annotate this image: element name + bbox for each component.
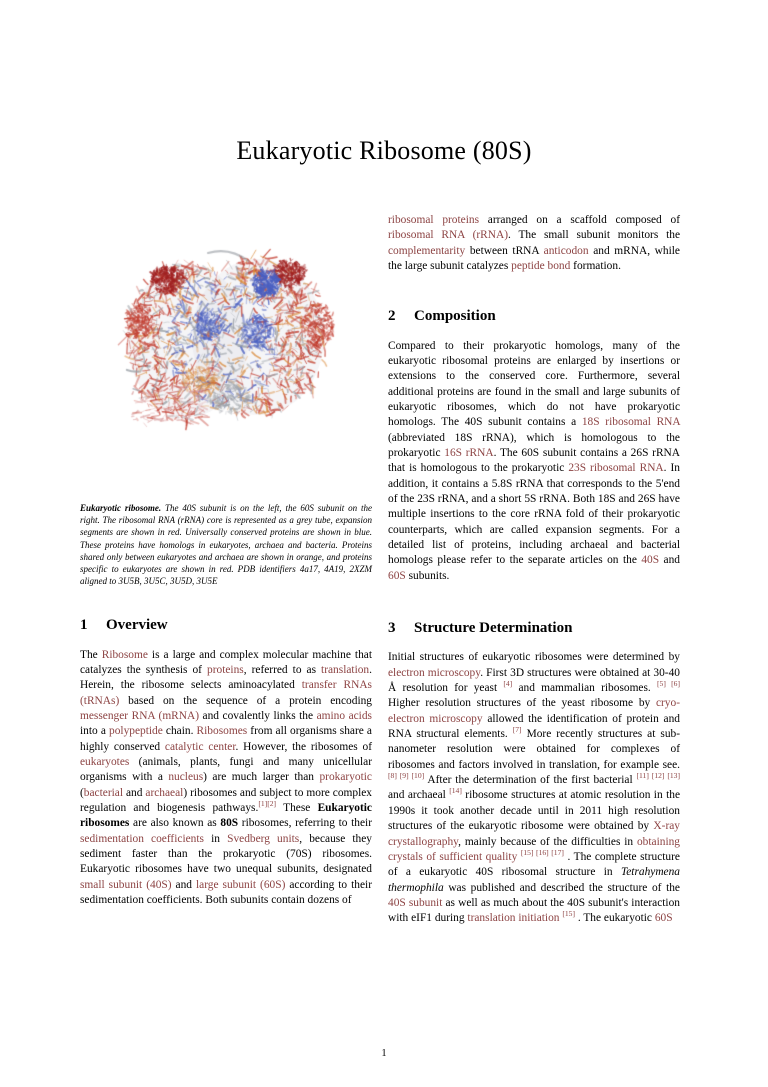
text-run: based on the sequence of a protein encoding	[119, 694, 372, 707]
inline-link[interactable]: 16S rRNA	[444, 447, 494, 460]
emphasis-bold: Eukaryotic ribosomes	[80, 802, 372, 830]
text-run: . In addition, it contains a 5.8S rRNA that corresponds to the 5'end of the 23S rRNA, and a short 5S rRNA. Both 18S and 26S have multiple insertions to the core rRNA fold of their prokaryotic counterparts, which are called expansion segments. For a detailed list of proteins, including archaeal and bacterial homologs please refer to the separate articles on the	[388, 462, 680, 567]
inline-link[interactable]: ribosomal RNA (rRNA)	[388, 229, 509, 242]
citation-reference[interactable]: [15] [16] [17]	[520, 848, 564, 858]
inline-link[interactable]: peptide bond	[511, 260, 571, 273]
inline-link[interactable]: 40S subunit	[388, 896, 443, 909]
inline-link[interactable]: nucleus	[168, 771, 204, 784]
figure-block	[80, 213, 372, 587]
inline-link[interactable]: catalytic center	[164, 740, 236, 753]
text-run: into a	[80, 725, 110, 738]
text-run: Initial structures of eukaryotic ribosomes were determined by	[388, 651, 680, 664]
inline-link[interactable]: 23S ribosomal RNA	[568, 462, 664, 475]
inline-link[interactable]: obtaining crystals of sufficient quality	[388, 835, 680, 863]
section-number-overview: 1	[80, 617, 88, 634]
inline-link[interactable]: X-ray crystallography	[388, 820, 680, 848]
inline-link[interactable]: anticodon	[543, 244, 589, 257]
text-run: Compared to their prokaryotic homologs, many of the eukaryotic ribosomal proteins are enlarged by insertions or extensions to the conserved core. Furthermore, several additional proteins are found in the small and large subunits of eukaryotic ribosomes, which do not have prokaryotic homologs. The 40S subunit contains a	[388, 339, 680, 429]
figure-caption	[80, 502, 372, 587]
text-run: is a large and complex molecular machine that catalyzes the synthesis of	[80, 648, 372, 677]
text-run: . First 3D structures were obtained at 30-40 Å resolution for yeast	[388, 666, 680, 695]
text-run: (	[80, 786, 84, 799]
text-run: and	[659, 554, 681, 567]
text-run: and	[123, 786, 146, 799]
inline-link[interactable]: transfer RNAs (tRNAs)	[80, 679, 372, 707]
section-heading-composition	[388, 308, 680, 325]
emphasis-italic: Tetrahymena thermophila	[388, 866, 680, 894]
section-title-structure: Structure Determination	[414, 620, 573, 637]
inline-link[interactable]: 40S	[641, 554, 660, 567]
citation-reference[interactable]: [15]	[562, 909, 575, 919]
figure-caption-lead: Eukaryotic ribosome.	[80, 503, 162, 513]
page-title: Eukaryotic Ribosome (80S)	[236, 136, 532, 166]
inline-link[interactable]: small subunit (40S)	[80, 878, 172, 891]
text-run: chain.	[162, 725, 197, 738]
right-column	[388, 213, 680, 937]
inline-link[interactable]: Svedberg units	[227, 832, 300, 845]
inline-link[interactable]: translation initiation	[467, 912, 560, 925]
text-run: from all organisms share a highly conserved	[80, 725, 372, 753]
text-run: After the determination of the first bacterial	[424, 774, 637, 787]
paragraph-composition	[388, 339, 680, 585]
inline-link[interactable]: bacterial	[83, 786, 124, 799]
inline-link[interactable]: ribosomal proteins	[388, 214, 480, 226]
text-run: between tRNA	[465, 244, 544, 257]
inline-link[interactable]: amino acids	[316, 710, 372, 723]
text-run: . The complete structure of a eukaryotic 40S ribosomal structure in	[388, 850, 680, 879]
section-number-structure: 3	[388, 620, 396, 637]
text-run: , because they sediment faster than the prokaryotic (70S) ribosomes. Eukaryotic ribosomes have two unequal subunits, designated	[80, 832, 372, 876]
text-run: in	[203, 832, 228, 845]
text-run: The	[80, 648, 102, 661]
inline-link[interactable]: electron microscopy	[388, 666, 481, 679]
section-title-composition: Composition	[414, 308, 496, 325]
text-run: and archaeal	[388, 789, 450, 802]
citation-reference[interactable]: [1][2]	[258, 799, 277, 809]
inline-link[interactable]: proteins	[207, 664, 244, 677]
text-run: More recently structures at sub-nanometer resolution were obtained for complexes of ribosomes and factors involved in translation, for example see.	[388, 728, 680, 771]
left-column	[80, 213, 372, 919]
text-run: . However, the ribosomes of	[235, 740, 372, 753]
citation-reference[interactable]: [5] [6]	[657, 679, 680, 689]
text-run: was published and described the structure of the	[443, 881, 680, 894]
section-title-overview: Overview	[106, 617, 168, 634]
text-run: formation.	[570, 260, 621, 273]
text-run: arranged on a scaffold composed of	[479, 214, 680, 226]
text-run: subunits.	[405, 569, 450, 582]
text-run: and mRNA, while the large subunit catalyzes	[388, 244, 680, 273]
text-run: are also known as	[129, 817, 221, 830]
inline-link[interactable]: 18S ribosomal RNA	[581, 416, 680, 429]
ribosome-figure-image	[80, 213, 372, 498]
text-run: . The 60S subunit contains a 26S rRNA that is homologous to the prokaryotic	[388, 447, 680, 475]
text-run: and	[171, 878, 196, 891]
figure-caption-body: The 40S subunit is on the left, the 60S subunit on the right. The ribosomal RNA (rRNA) core is represented as a grey tube, expansion segments are shown in red. Universally conserved proteins are shown in blue. These proteins have homologs in eukaryotes, archaea and bacteria. Proteins shared only between eukaryotes and archaea are shown in orange, and proteins specific to eukaryotes are shown in red. PDB identifiers 4a17, 4A19, 2XZM aligned to 3U5B, 3U5C, 3U5D, 3U5E	[80, 503, 372, 587]
citation-reference[interactable]: [11] [12] [13]	[636, 771, 680, 781]
citation-reference[interactable]: [4]	[503, 679, 513, 689]
text-run: , referred to as	[243, 664, 322, 677]
inline-link[interactable]: Ribosome	[101, 648, 148, 661]
inline-link[interactable]: archaeal	[145, 786, 184, 799]
text-run: . Herein, the ribosome selects aminoacylated	[80, 664, 372, 692]
inline-link[interactable]: Ribosomes	[196, 725, 248, 738]
citation-reference[interactable]: [8] [9] [10]	[388, 771, 425, 781]
ribosome-structure-render	[80, 213, 372, 498]
paragraph-structure-determination	[388, 650, 680, 926]
text-run: (animals, plants, fungi and many unicellular organisms with a	[80, 756, 372, 784]
section-number-composition: 2	[388, 308, 396, 325]
text-run: (abbreviated 18S rRNA), which is homologous to the prokaryotic	[388, 431, 680, 460]
page-number: 1	[381, 1048, 387, 1059]
inline-link[interactable]: sedimentation coefficients	[80, 832, 204, 845]
text-run: and covalently links the	[199, 710, 317, 723]
inline-link[interactable]: complementarity	[388, 244, 466, 257]
inline-link[interactable]: polypeptide	[109, 725, 163, 738]
text-run: allowed the identification of protein and RNA structural elements.	[388, 712, 680, 741]
inline-link[interactable]: translation	[321, 664, 370, 677]
text-run: Higher resolution structures of the yeast ribosome by	[388, 697, 656, 710]
text-run: ) ribosomes and subject to more complex regulation and biogenesis pathways.	[80, 786, 372, 815]
section-heading-overview	[80, 617, 372, 634]
paragraph-overview	[80, 648, 372, 909]
citation-reference[interactable]: [14]	[449, 786, 462, 796]
text-run: , mainly because of the difficulties in	[458, 835, 637, 848]
citation-reference[interactable]: [7]	[512, 725, 522, 735]
emphasis-bold: 80S	[220, 817, 239, 830]
section-heading-structure	[388, 620, 680, 637]
text-run: according to their sedimentation coefficients. Both subunits contain dozens of	[80, 878, 372, 907]
inline-link[interactable]: 60S	[388, 569, 406, 582]
inline-link[interactable]: eukaryotes	[80, 756, 130, 769]
inline-link[interactable]: prokaryotic	[319, 771, 372, 784]
text-run: as well as much about the 40S subunit's interaction with eIF1 during	[388, 896, 680, 925]
inline-link[interactable]: cryo-electron microscopy	[388, 697, 680, 725]
text-run: ) are much larger than	[203, 771, 320, 784]
text-run: These	[276, 802, 318, 815]
text-run: ribosome structures at atomic resolution in the 1990s it took another decade until in 2011 high resolution structures of the eukaryotic ribosome were obtained by	[388, 789, 680, 833]
text-run: . The small subunit monitors the	[508, 229, 680, 242]
text-run: . The eukaryotic	[575, 912, 655, 925]
inline-link[interactable]: large subunit (60S)	[195, 878, 286, 891]
text-run: ribosomes, referring to their	[238, 817, 372, 830]
inline-link[interactable]: 60S	[654, 912, 673, 925]
inline-link[interactable]: messenger RNA (mRNA)	[80, 710, 200, 723]
paragraph-intro	[388, 213, 680, 274]
text-run: and mammalian ribosomes.	[512, 682, 657, 695]
